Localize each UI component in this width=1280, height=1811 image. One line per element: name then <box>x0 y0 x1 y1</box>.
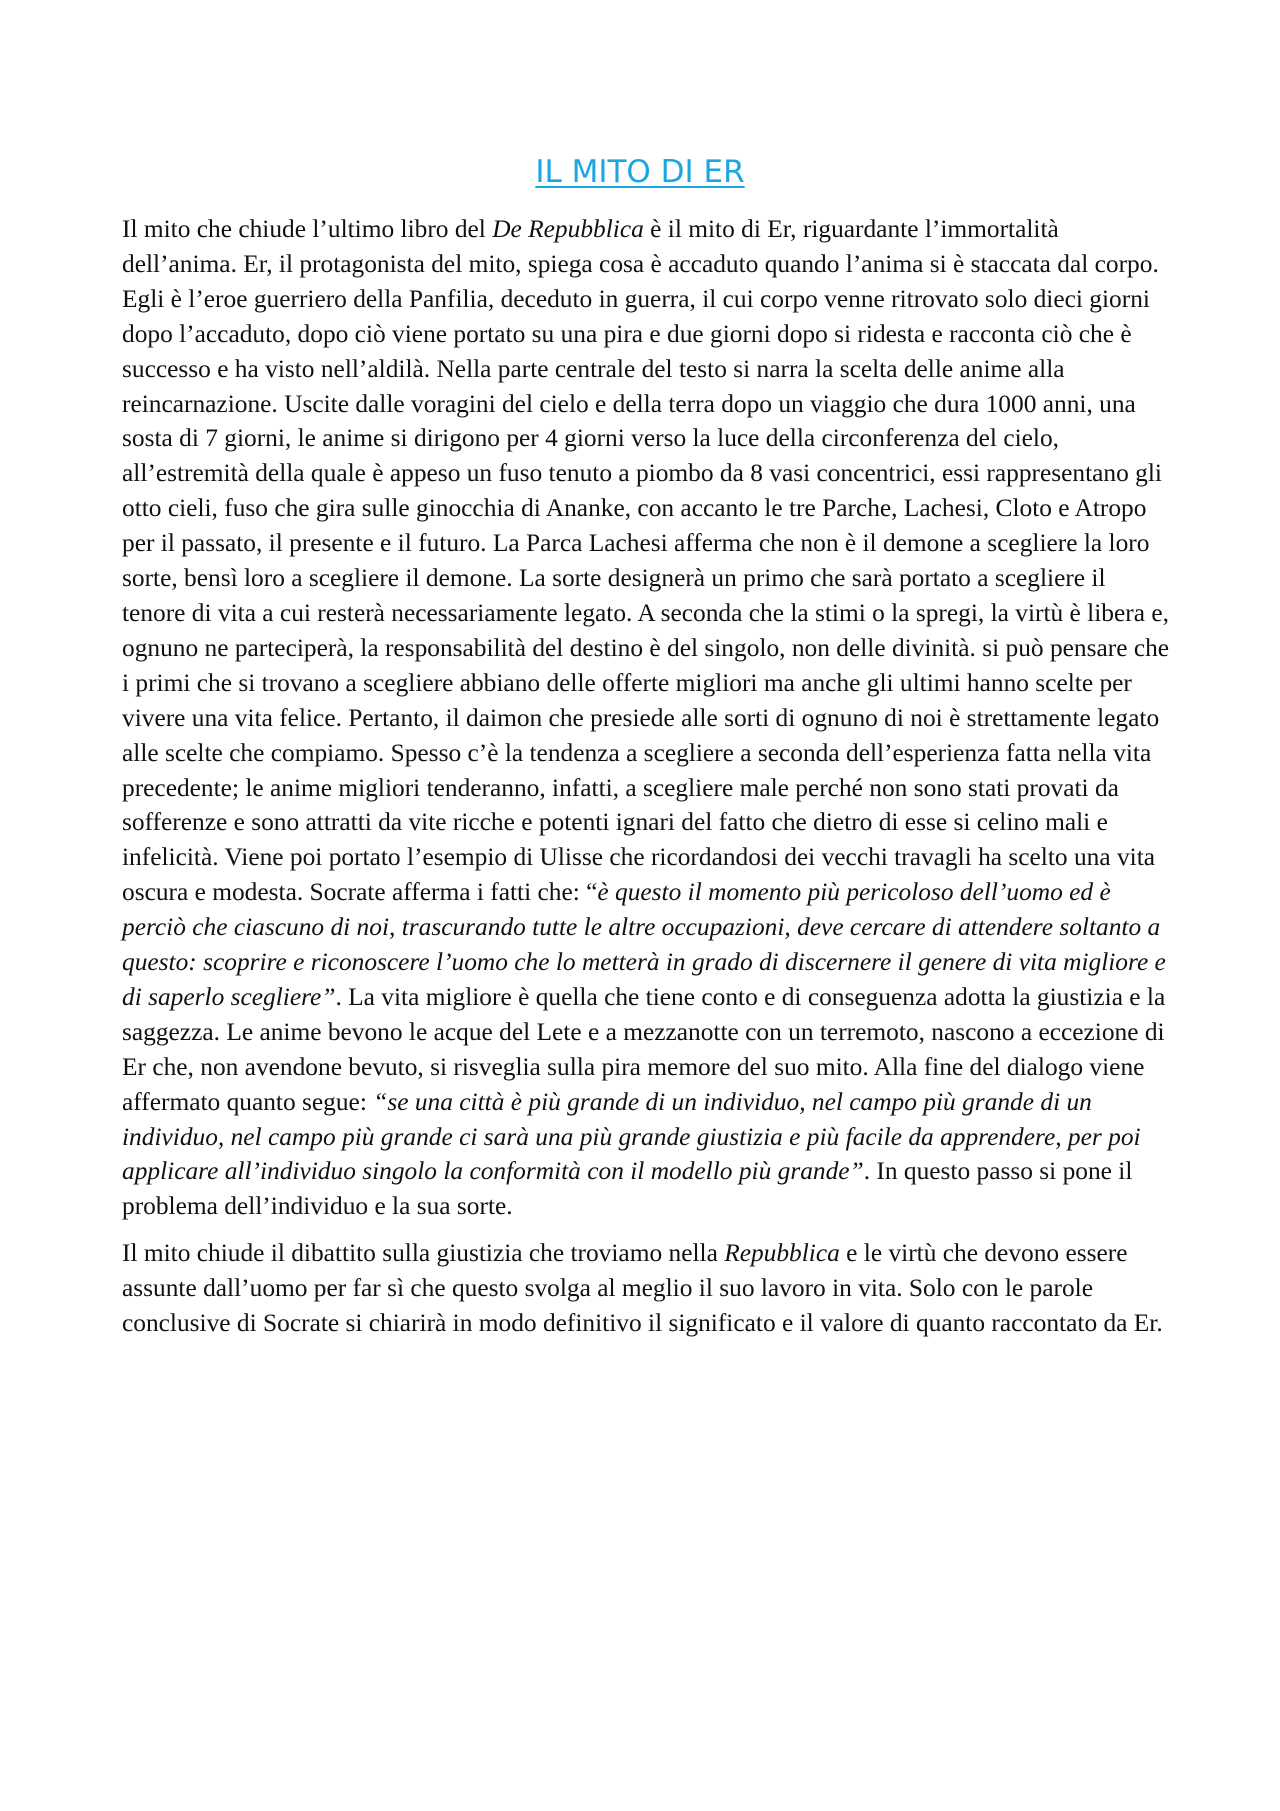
paragraph-1-text-4: . In questo passo si pone il problema dell’individuo e la sua sorte. <box>122 1157 1133 1221</box>
paragraph-1-text-2: è il mito di Er, riguardante l’immortalità dell’anima. Er, il protagonista del mito, spiega cosa è accaduto quando l’anima si è staccata dal corpo. Egli è l’eroe guerriero della Panfilia, deceduto in guerra, il cui corpo venne ritrovato solo dieci giorni dopo l’accaduto, dopo ciò viene portato su una pira e due giorni dopo si ridesta e racconta ciò che è successo e ha visto nell’aldilà. Nella parte centrale del testo si narra la scelta delle anime alla reincarnazione. Uscite dalle voragini del cielo e della terra dopo un viaggio che dura 1000 anni, una sosta di 7 giorni, le anime si dirigono per 4 giorni verso la luce della circonferenza del cielo, all’estremità della quale è appeso un fuso tenuto a piombo da 8 vasi concentrici, essi rappresentano gli otto cieli, fuso che gira sulle ginocchia di Ananke, con accanto le tre Parche, Lachesi, Cloto e Atropo per il passato, il presente e il futuro. La Parca Lachesi afferma che non è il demone a scegliere la loro sorte, bensì loro a scegliere il demone. La sorte designerà un primo che sarà portato a scegliere il tenore di vita a cui resterà necessariamente legato. A seconda che la stimi o la spregi, la virtù è libera e, ognuno ne parteciperà, la responsabilità del destino è del singolo, non delle divinità. si può pensare che i primi che si trovano a scegliere abbiano delle offerte migliori ma anche gli ultimi hanno scelte per vivere una vita felice. Pertanto, il daimon che presiede alle sorti di ognuno di noi è strettamente legato alle scelte che compiamo. Spesso c’è la tendenza a scegliere a seconda dell’esperienza fatta nella vita precedente; le anime migliori tenderanno, infatti, a scegliere male perché non sono stati provati da sofferenze e sono attratti da vite ricche e potenti ignari del fatto che dietro di esse si celino mali e infelicità. Viene poi portato l’esempio di Ulisse che ricordandosi dei vecchi travagli ha scelto una vita oscura e modesta. Socrate afferma i fatti che: “ <box>122 215 1170 907</box>
paragraph-2-italic-title: Repubblica <box>724 1239 840 1268</box>
paragraph-1 <box>122 212 1170 1224</box>
document-body <box>122 212 1170 1341</box>
paragraph-2 <box>122 1236 1170 1341</box>
document-title: IL MITO DI ER <box>535 154 745 190</box>
paragraph-1-italic-title: De Repubblica <box>492 215 644 243</box>
dialogue-quote: “se una città è più grande di un individuo, nel campo più grande di un individuo, nel campo più grande ci sarà una più grande giustizia e più facile da apprendere, per poi applicare all’individuo singolo la conformità con il modello più grande” <box>122 1087 1141 1186</box>
socrates-quote: è questo il momento più pericoloso dell’uomo ed è perciò che ciascuno di noi, trascurando tutte le altre occupazioni, deve cercare di attendere soltanto a questo: scoprire e riconoscere l’uomo che lo metterà in grado di discernere il genere di vita migliore e di saperlo scegliere” <box>122 878 1166 1011</box>
paragraph-1-text-3: . La vita migliore è quella che tiene conto e di conseguenza adotta la giustizia e la saggezza. Le anime bevono le acque del Lete e a mezzanotte con un terremoto, nascono a eccezione di Er che, non avendone bevuto, si risveglia sulla pira memore del suo mito. Alla fine del dialogo viene affermato quanto segue: <box>122 982 1166 1116</box>
paragraph-2-text-1: Il mito chiude il dibattito sulla giustizia che troviamo nella <box>122 1239 725 1268</box>
paragraph-2-text-2: e le virtù che devono essere assunte dall’uomo per far sì che questo svolga al meglio il suo lavoro in vita. Solo con le parole conclusive di Socrate si chiarirà in modo definitivo il significato e il valore di quanto raccontato da Er. <box>122 1239 1163 1338</box>
paragraph-1-text-1: Il mito che chiude l’ultimo libro del <box>122 215 493 243</box>
